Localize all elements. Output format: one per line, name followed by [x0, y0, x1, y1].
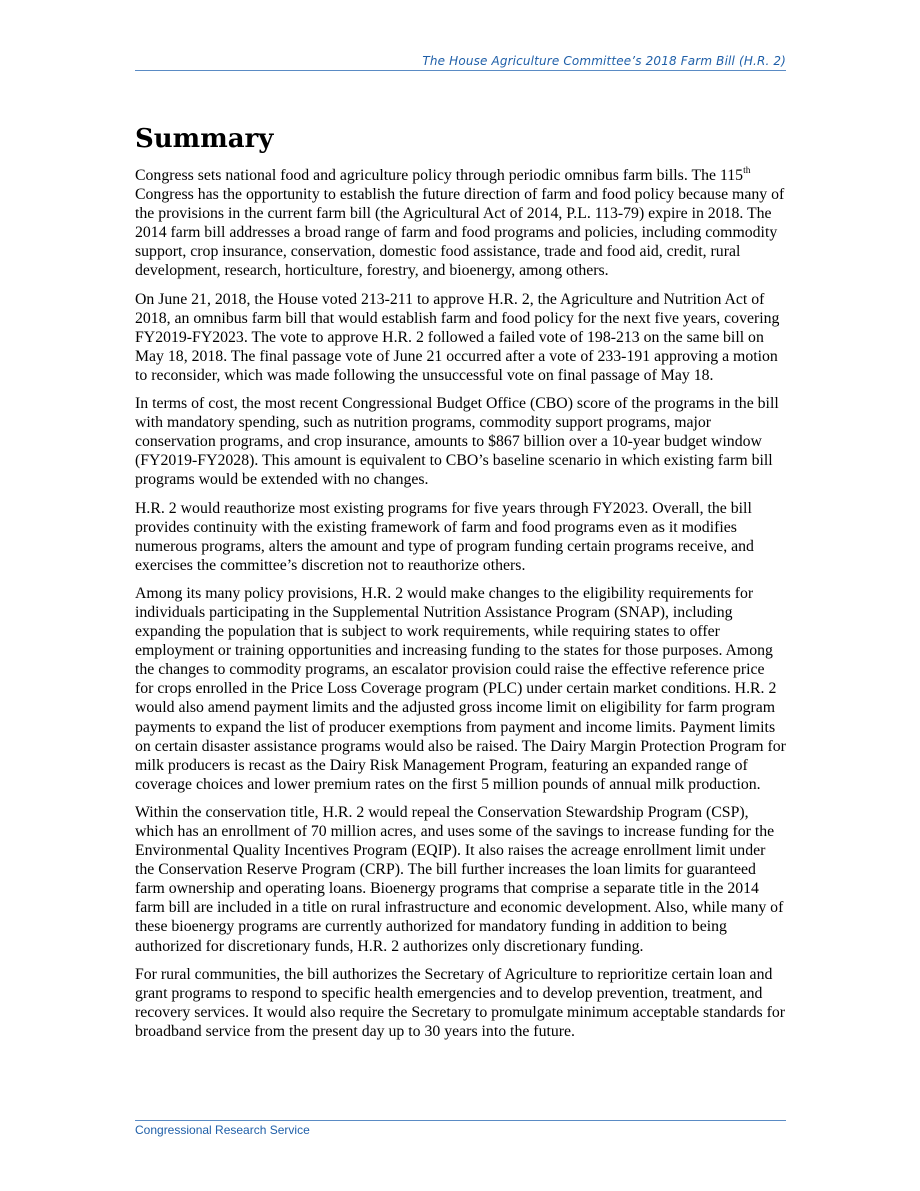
- running-header: The House Agriculture Committee’s 2018 Farm Bill (H.R. 2): [422, 54, 786, 68]
- paragraph-policy-provisions: Among its many policy provisions, H.R. 2 would make changes to the eligibility requirements for individuals participating in the Supplemental Nutrition Assistance Program (SNAP), including expanding the population that is subject to work requirements, while requiring states to offer employment or training opportunities and increasing funding to the states for those purposes. Among the changes to commodity programs, an escalator provision could raise the effective reference price for crops enrolled in the Price Loss Coverage program (PLC) under certain market conditions. H.R. 2 would also amend payment limits and the adjusted gross income limit on eligibility for farm program payments to expand the list of producer exemptions from payment and income limits. Payment limits on certain disaster assistance programs would also be raised. The Dairy Margin Protection Program for milk producers is recast as the Dairy Risk Management Program, featuring an expanded range of coverage choices and lower premium rates on the first 5 million pounds of annual milk production.: [135, 584, 786, 793]
- paragraph-cost: In terms of cost, the most recent Congressional Budget Office (CBO) score of the programs in the bill with mandatory spending, such as nutrition programs, commodity support programs, major conservation programs, and crop insurance, amounts to $867 billion over a 10-year budget window (FY2019-FY2028). This amount is equivalent to CBO’s baseline scenario in which existing farm bill programs would be extended with no changes.: [135, 395, 779, 489]
- footer-divider: [135, 1120, 786, 1121]
- footer-label: Congressional Research Service: [135, 1123, 310, 1137]
- paragraph-intro-continued: Congress has the opportunity to establish the future direction of farm and food policy because many of the provisions in the current farm bill (the Agricultural Act of 2014, P.L. 113-79) expire in 2018. The 2014 farm bill addresses a broad range of farm and food programs and policies, including commodity support, crop insurance, conservation, domestic food assistance, trade and food aid, credit, rural development, research, horticulture, forestry, and bioenergy, among others.: [135, 186, 785, 280]
- paragraph-rural-communities: For rural communities, the bill authorizes the Secretary of Agriculture to reprioritize certain loan and grant programs to respond to specific health emergencies and to develop prevention, treatment, and recovery services. It would also require the Secretary to promulgate minimum acceptable standards for broadband service from the present day up to 30 years into the future.: [135, 965, 786, 1040]
- paragraph-conservation: Within the conservation title, H.R. 2 would repeal the Conservation Stewardship Program (CSP), which has an enrollment of 70 million acres, and uses some of the savings to increase funding for the Environmental Quality Incentives Program (EQIP). It also raises the acreage enrollment limit under the Conservation Reserve Program (CRP). The bill further increases the loan limits for guaranteed farm ownership and operating loans. Bioenergy programs that comprise a separate title in the 2014 farm bill are included in a title on rural infrastructure and economic development. Also, while many of these bioenergy programs are currently authorized for mandatory funding in addition to being authorized for discretionary funds, H.R. 2 authorizes only discretionary funding.: [135, 803, 784, 955]
- paragraph-intro-text: Congress sets national food and agriculture policy through periodic omnibus farm bills. The 115: [135, 167, 744, 184]
- paragraph-reauthorization: H.R. 2 would reauthorize most existing programs for five years through FY2023. Overall, the bill provides continuity with the existing framework of farm and food programs even as it modifies numerous programs, alters the amount and type of program funding certain programs receive, and exercises the committee’s discretion not to reauthorize others.: [135, 499, 754, 574]
- paragraph-house-vote: On June 21, 2018, the House voted 213-211 to approve H.R. 2, the Agriculture and Nutrition Act of 2018, an omnibus farm bill that would establish farm and food policy for the next five years, covering FY2019-FY2023. The vote to approve H.R. 2 followed a failed vote of 198-213 on the same bill on May 18, 2018. The final passage vote of June 21 occurred after a vote of 233-191 approving a motion to reconsider, which was made following the unsuccessful vote on final passage of May 18.: [135, 290, 780, 384]
- summary-body: [135, 166, 786, 1050]
- header-divider: [135, 70, 786, 71]
- page-title: Summary: [135, 124, 274, 154]
- ordinal-superscript: th: [743, 165, 751, 176]
- paragraph-intro: [135, 166, 786, 281]
